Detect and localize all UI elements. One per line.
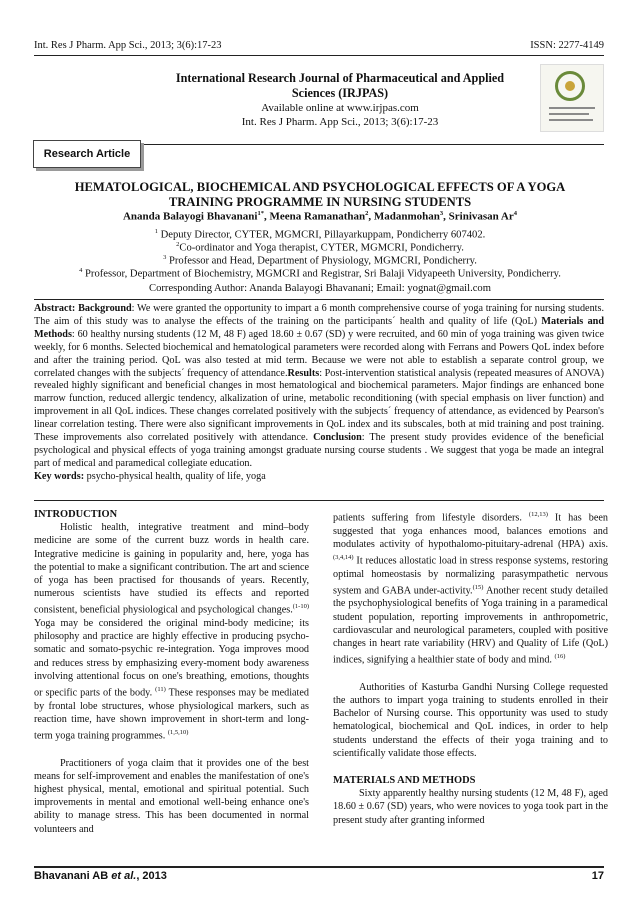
- paper-title-line1: HEMATOLOGICAL, BIOCHEMICAL AND PSYCHOLOGICAL EFFECTS OF A YOGA: [74, 180, 566, 194]
- footer-author: Bhavanani AB et al., 2013: [34, 870, 167, 882]
- affiliation-4: $^4$ Professor, Department of Biochemistry, MGMCRI and Registrar, Sri Balaji Vidyapeeth University, Pondicherry.: [79, 267, 561, 280]
- right-paragraph-1: patients suffering from lifestyle disorders. $^{(12,13)}$ It has been suggested that yoga enhances mood, balances emotions and modulates activity of hypothalomo-pituitary-adrenal (HPA) axis. $^{(3,4,14)}$ It reduces allostatic load in stress response systems, restoring optimal homeostasis by normalizing parasympathetic nervous system and GABA under-activity.$^{(15)}$ Another recent study detailed the psychophysiological benefits of Yoga training in a paramedical student population, reporting improvements in anthropometric, cardiovascular and neurological parameters, coupled with positive changes in heart rate variability (HRV) and Quality of Life (QoL) indices, signifying a healthier state of body and mind. $^{(16)}$: [333, 511, 608, 666]
- journal-title-line2: Sciences (IRJPAS): [291, 86, 389, 100]
- corresponding-author: Corresponding Author: Ananda Balayogi Bhavanani; Email: yognat@gmail.com: [149, 283, 491, 294]
- affiliation-3: $^3$ Professor and Head, Department of Physiology, MGMCRI, Pondicherry.: [163, 254, 477, 267]
- author-4: Srinivasan Ar: [448, 210, 514, 223]
- abstract: Abstract: Background: We were granted the opportunity to impart a 6 month comprehensive course of yoga training for nursing students. The aim of this study was to analyse the effects of the training on the participants´ health and quality of life (QoL) Materials and Methods: 60 healthy nursing students (12 M, 48 F) aged 18.60 ± 0.67 (SD) y were recruited, and 60 min of yoga training was given twice weekly, for 6 months. Selected biochemical and hematological parameters were recorded along with Ferrans and Powers QoL index before and after the training period. QoL was also tested at mid term. Because we were not able to establish a separate control group, we correlated changes with the subjects´ frequency of attendance.Results: Post-intervention statistical analysis (repeated measures of ANOVA) revealed highly significant and beneficial changes in most hematological and biochemical parameters. Major findings are enhanced bone marrow function, reduced allergic tendency, alkalization of urine, metabolic reconditioning (with special emphasis on liver function) and improvement in all QoL indices. These changes correlated positively with the subjects´ frequency of attendance, as evidenced by Pearson's linear correlation testing. There were also significant improvements in QoL index and its subscales, both at mid training and post training. These improvements also correlated positively with attendance. Conclusion: The present study provides evidence of the beneficial psychological and physical effects of yoga training amongst graduate nursing course students . We suggest that yoga be made an integral part of medical and paramedical collegiate education. Key words: psycho-physical health, quality of life, yoga: [34, 303, 605, 482]
- abstract-bottom-divider: [34, 500, 604, 501]
- author-1: Ananda Balayogi Bhavanani: [122, 210, 258, 223]
- materials-methods-heading: MATERIALS AND METHODS: [333, 775, 476, 787]
- right-paragraph-2: Authorities of Kasturba Gandhi Nursing College requested the authors to impart yoga training to students enrolled in their Bachelor of Nursing course. This opportunity was used to study hematological, biochemical and QoL indices, in order to help students understand the effects of their yoga training and to scientifically validate those effects.: [333, 681, 608, 759]
- author-list: Ananda Balayogi Bhavanani$^{1*}$, Meena Ramanathan$^2$, Madanmohan$^3$, Srinivasan Ar$^4$: [122, 210, 518, 223]
- journal-logo-emblem-icon: [555, 71, 585, 101]
- journal-citation: Int. Res J Pharm. App Sci., 2013; 3(6):17-23: [241, 116, 439, 128]
- introduction-heading: INTRODUCTION: [34, 509, 118, 520]
- running-header-issn: ISSN: 2277-4149: [530, 40, 604, 51]
- running-header-citation: Int. Res J Pharm. App Sci., 2013; 3(6):17-23: [34, 40, 222, 51]
- paper-title-line2: TRAINING PROGRAMME IN NURSING STUDENTS: [168, 195, 472, 209]
- methods-paragraph-1: Sixty apparently healthy nursing students (12 M, 48 F), aged 18.60 ± 0.67 (SD) years, who were novices to yoga took part in the present study after granting informed: [333, 788, 608, 826]
- left-column: [34, 508, 309, 846]
- affiliation-2: $^2$Co-ordinator and Yoga therapist, CYTER, MGMCRI, Pondicherry.: [176, 241, 464, 254]
- journal-logo: [540, 64, 604, 132]
- header-divider: [34, 55, 604, 56]
- author-3: Madanmohan: [373, 210, 440, 223]
- journal-info: [150, 71, 530, 129]
- footer-divider: [34, 866, 604, 868]
- journal-availability: Available online at www.irjpas.com: [261, 102, 419, 114]
- abstract-top-divider: [34, 299, 604, 300]
- author-2: Meena Ramanathan: [269, 210, 366, 223]
- affiliation-1: $^1$ Deputy Director, CYTER, MGMCRI, Pillayarkuppam, Pondicherry 607402.: [154, 228, 486, 241]
- page-number: 17: [591, 870, 604, 882]
- paper-title: [40, 180, 600, 210]
- right-column: [333, 508, 608, 837]
- journal-title-line1: International Research Journal of Pharmaceutical and Applied: [175, 71, 505, 85]
- intro-paragraph-1: Holistic health, integrative treatment and mind–body medicine are some of the current buzz words in health care. Integrative medicine is gaining in popularity and, here, yoga has the potential to make a significant contribution. The art and science of yoga has been practised for thousands of years. Recently, numerous scientists have studied its effects and reported consistent, beneficial physiological and psychological changes.$^{(1-10)}$ Yoga may be considered the original mind-body medicine; its philosophy and practice are highly effective in producing psycho-somatic and somato-psychic re-integration. Yoga improves mood and reduces stress by emphasizing every-moment body awareness involving attentional focus on one's breathing, emotions, thoughts or specific parts of the body. $^{(11)}$ These responses may be mediated by frontal lobe structures, whose physiological markers, such as reaction time, have shown improvement in short-term and long-term yoga training programmes. $^{(1,5,10)}$: [34, 522, 309, 742]
- article-type-label: Research Article: [33, 140, 141, 168]
- intro-paragraph-2: Practitioners of yoga claim that it provides one of the best means for self-improvement and enables the manifestation of one's highest physical, mental, emotional and spiritual potential. Such improvements in mental and emotional well-being enhance one's ability to manage stress. This has been documented in normal volunteers and: [34, 757, 309, 835]
